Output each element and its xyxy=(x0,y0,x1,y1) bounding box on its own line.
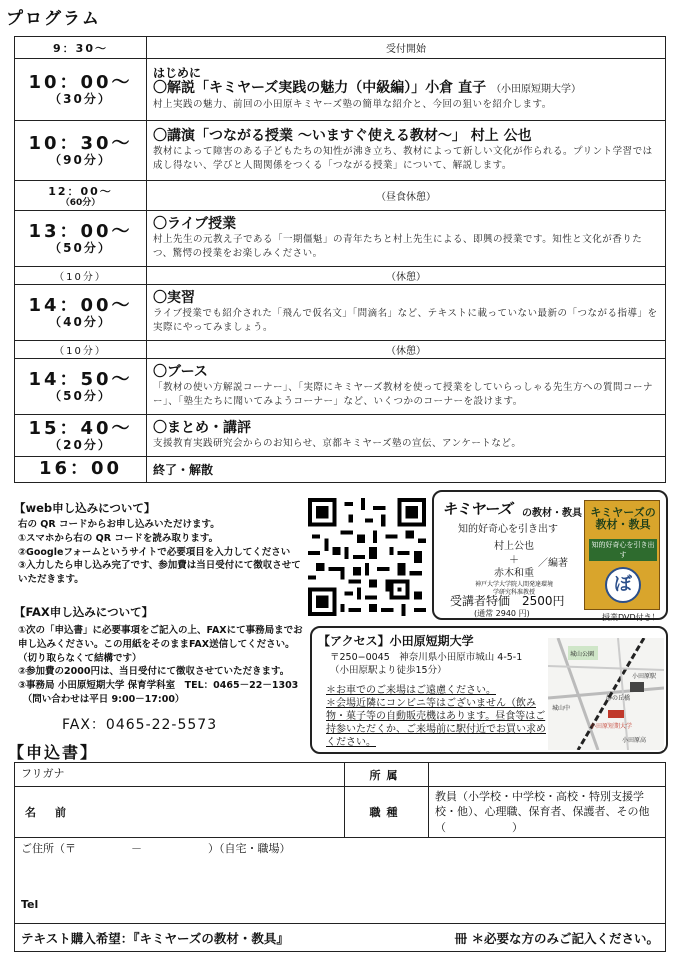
author-2: 赤木和重 xyxy=(494,568,534,579)
access-station: （小田原駅より徒歩15分） xyxy=(330,664,447,676)
program-row xyxy=(15,181,666,211)
row-desc: 「教材の使い方解説コーナー」、「実際にキミヤーズ教材を使って授業をしていらっしゃる先生方への質問コーナー」、「塾生たちに聞いてみようコーナー」など、いくつかのコーナーを設けます。 xyxy=(153,382,654,408)
book-cover-subtitle: 知的好奇心を引き出す xyxy=(589,539,657,561)
row-time: 14：00〜 xyxy=(28,294,133,316)
program-row xyxy=(15,121,666,181)
furigana-field[interactable]: フリガナ xyxy=(15,763,345,787)
row-duration: （30分） xyxy=(49,91,112,106)
map-label: 城山中 xyxy=(552,705,571,712)
program-row xyxy=(15,285,666,341)
book-cover-title: キミヤーズの教材・教具 xyxy=(590,506,656,532)
program-row xyxy=(15,59,666,121)
row-content: （休憩） xyxy=(147,341,666,359)
row-note: （小田原短期大学） xyxy=(491,84,582,96)
tel-field[interactable]: Tel xyxy=(21,898,39,912)
access-map[interactable] xyxy=(548,638,664,750)
row-desc: 支援教育実践研究会からのお知らせ、京都キミヤーズ塾の宣伝、アンケートなど。 xyxy=(153,438,522,450)
access-postal-address: 〒250−0045 神奈川県小田原市城山 4-5-1 xyxy=(330,652,523,663)
row-title: 〇講演「つながる授業 〜いますぐ使える教材〜」 村上 公也 xyxy=(153,127,532,144)
row-duration: （90分） xyxy=(49,152,112,167)
book-subtitle: 知的好奇心を引き出す xyxy=(458,524,558,535)
web-instructions: 右の QR コードからお申し込みいただけます。 ①スマホから右の QR コードを読み取ります。 ②Googleフォームというサイトで必要項目を入力してください ③入力したら申し込み完了です、参加費は当日受付にて徴収させていただきます。 xyxy=(18,519,301,586)
access-title: 【アクセス】小田原短期大学 xyxy=(318,634,474,648)
map-label: 城山公園 xyxy=(570,651,595,658)
row-time: 10：00〜 xyxy=(28,71,133,93)
row-title: 〇ライブ授業 xyxy=(153,215,237,232)
fax-instructions: ①次の「申込書」に必要事項をご記入の上、FAXにて事務局までお申し込みください。この用紙をそのままFAX送信してください。（切り取らなくて結構です） ②参加費の2000円は、当日受付にて徴収させていただきます。 ③事務局 小田原短期大学 保育学科室 TEL：0465－22－1303 （問い合わせは平日 9:00－17:00） xyxy=(18,625,303,705)
author-plus: ＋ xyxy=(509,554,519,566)
row-title: 〇ブース xyxy=(153,363,208,380)
affiliation-field[interactable] xyxy=(429,763,666,787)
program-heading: プログラム xyxy=(6,9,101,29)
name-field[interactable]: 名 前 xyxy=(15,787,345,838)
row-desc: 教材によって障害のある子どもたちの知性が沸き立ち、教材によって新しい文化が作られる。プリント学習では成し得ない、学びと人間関係をつくる「つながる授業」について、解説します。 xyxy=(153,146,653,172)
author-1: 村上公也 xyxy=(494,541,534,552)
row-title: 〇解説「キミヤーズ実践の魅力（中級編）」小倉 直子 xyxy=(153,80,487,97)
row-desc: 村上実践の魅力、前回の小田原キミヤーズ塾の簡単な紹介と、今回の狙いを紹介します。 xyxy=(153,98,552,110)
row-content: 終了・解散 xyxy=(147,457,666,483)
row-time: 16：00 xyxy=(38,458,123,480)
access-note: ＊お車でのご来場はご遠慮ください。 xyxy=(326,685,496,696)
row-duration: （50分） xyxy=(49,388,112,403)
row-content: 受付開始 xyxy=(147,37,666,59)
application-heading: 【申込書】 xyxy=(8,743,99,762)
book-promo xyxy=(432,490,668,620)
fax-number: FAX：0465-22-5573 xyxy=(62,717,218,733)
row-pre: はじめに xyxy=(153,66,202,81)
row-time: （10分） xyxy=(54,346,107,358)
row-duration: （40分） xyxy=(49,314,112,329)
row-duration: （50分） xyxy=(49,240,112,255)
program-row xyxy=(15,211,666,267)
book-brand: キミヤーズ xyxy=(442,500,512,518)
book-cover-image xyxy=(584,500,660,610)
access-address xyxy=(330,652,522,678)
row-desc: ライブ授業でも紹介された「飛んで仮名文」「問滴名」など、テキストに載っていない最新の「つながる指導」を実際にやってみましょう。 xyxy=(153,308,658,334)
program-row xyxy=(15,37,666,59)
book-role: ／編著 xyxy=(538,558,568,569)
row-content: （昼食休憩） xyxy=(147,181,666,211)
map-label: 小田原高 xyxy=(622,737,647,744)
access-box xyxy=(310,626,668,754)
row-time: 13：00〜 xyxy=(28,220,133,242)
row-content: （休憩） xyxy=(147,267,666,285)
row-time: 12：00〜 xyxy=(48,185,113,199)
fax-heading: 【FAX申し込みについて】 xyxy=(14,605,154,619)
program-row xyxy=(15,267,666,285)
row-time: 15：40〜 xyxy=(28,417,133,439)
web-heading: 【web申し込みについて】 xyxy=(14,501,156,515)
row-desc: 村上先生の元教え子である「一期僵魁」の青年たちと村上先生による、即興の授業です。知性と文化が香りたつ、驚愕の授業をお楽しみください。 xyxy=(153,234,643,260)
copies-field[interactable]: 冊 ＊必要な方のみご記入ください。 xyxy=(454,930,659,946)
book-brand-suffix: の教材・教具 xyxy=(522,508,582,519)
row-time: 10：30〜 xyxy=(28,132,133,154)
row-title: 〇まとめ・講評 xyxy=(153,419,251,436)
access-note: ＊会場近隣にコンビニ等はございません（飲み物・菓子等の自動販売機はあります。昼食等はご持参いただくか、ご来場前に駅付近でお買い求めください。 xyxy=(326,698,546,748)
row-title: 〇実習 xyxy=(153,289,195,306)
affiliation-label: 所属 xyxy=(345,763,429,787)
occupation-options[interactable]: 教員（小学校・中学校・高校・特別支援学校・他）、心理職、保育者、保護者、その他（ ） xyxy=(429,787,666,838)
text-purchase-label: テキスト購入希望：『キミヤーズの教材・教具』 xyxy=(21,930,289,946)
author-affiliation: 神戸大学大学院人間発達環境学研究科准教授 xyxy=(474,580,553,596)
map-label: 小田原駅 xyxy=(632,673,657,680)
map-label: 静の丘橋 xyxy=(606,695,631,702)
row-time: 9：30〜 xyxy=(15,37,147,59)
address-field[interactable]: ご住所（〒 － ）（自宅・職場） xyxy=(21,842,291,856)
map-label: 小田原短期大学 xyxy=(590,723,633,730)
program-row xyxy=(15,457,666,483)
row-duration: （60分） xyxy=(60,198,101,209)
book-normal-price: (通常 2940 円) xyxy=(474,609,530,618)
dvd-note: 授業DVD付き！ xyxy=(602,613,660,622)
program-row xyxy=(15,341,666,359)
access-notes xyxy=(326,684,548,749)
row-duration: （20分） xyxy=(49,437,112,452)
publisher-logo-icon: ぼ xyxy=(605,567,641,603)
row-time: 14：50〜 xyxy=(28,368,133,390)
application-form xyxy=(14,762,666,952)
occupation-label: 職種 xyxy=(345,787,429,838)
program-row xyxy=(15,359,666,415)
book-price: 受講者特価 2500円 xyxy=(450,594,565,608)
program-table xyxy=(14,36,666,483)
program-row xyxy=(15,415,666,457)
qr-code[interactable] xyxy=(308,498,426,616)
row-time: （10分） xyxy=(54,272,107,284)
